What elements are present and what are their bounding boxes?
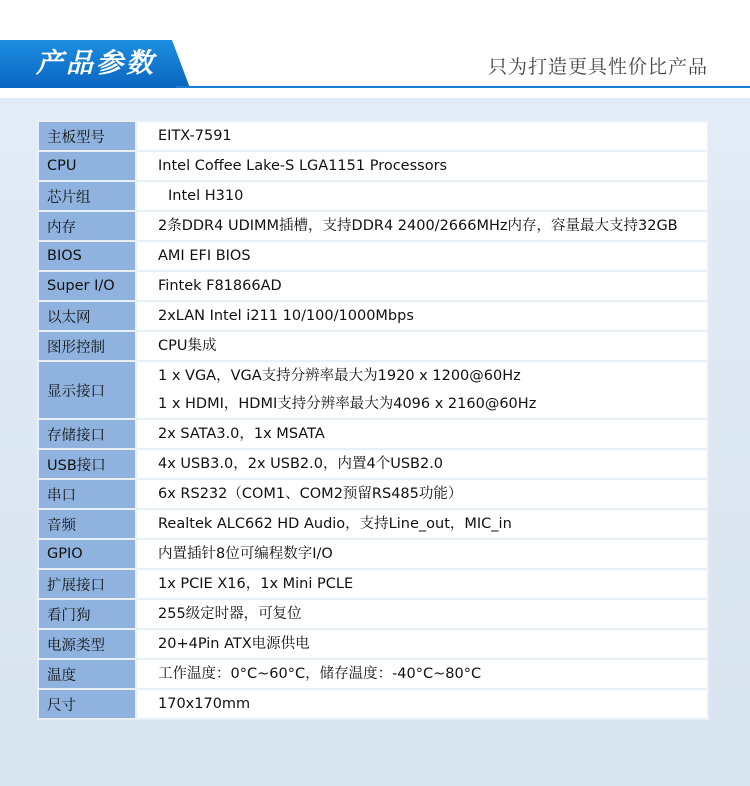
spec-row-display — [38, 361, 708, 419]
spec-value-text: Fintek F81866AD — [158, 278, 282, 294]
spec-value-text: EITX-7591 — [158, 128, 232, 144]
spec-row-expansion — [38, 569, 708, 599]
spec-value-text: CPU集成 — [158, 338, 217, 354]
spec-label: 存储接口 — [38, 419, 136, 449]
spec-row-watchdog — [38, 599, 708, 629]
spec-row-serial — [38, 479, 708, 509]
spec-value-text: 2xLAN Intel i211 10/100/1000Mbps — [158, 308, 414, 324]
spec-label: 扩展接口 — [38, 569, 136, 599]
spec-value-text: 20+4Pin ATX电源供电 — [158, 636, 310, 652]
spec-row-usb — [38, 449, 708, 479]
spec-value — [136, 509, 708, 539]
spec-value-text: 内置插针8位可编程数字I/O — [158, 546, 333, 562]
spec-value — [136, 301, 708, 331]
spec-value-text: Intel Coffee Lake-S LGA1151 Processors — [158, 158, 448, 174]
spec-label: GPIO — [38, 539, 136, 569]
spec-label: CPU — [38, 151, 136, 181]
spec-label: 内存 — [38, 211, 136, 241]
spec-value-text: Realtek ALC662 HD Audio，支持Line_out，MIC_in — [158, 516, 512, 532]
spec-value-text: 1 x HDMI，HDMI支持分辨率最大为4096 x 2160@60Hz — [158, 396, 537, 412]
spec-row-chipset — [38, 181, 708, 211]
spec-row-power — [38, 629, 708, 659]
spec-row-gpio — [38, 539, 708, 569]
spec-value — [136, 271, 708, 301]
spec-value-text: 工作温度：0°C~60°C，储存温度：-40°C~80°C — [158, 666, 482, 682]
spec-value-text: 4x USB3.0，2x USB2.0，内置4个USB2.0 — [158, 456, 444, 472]
section-title: 产品参数 — [36, 48, 156, 79]
spec-row-board-model — [38, 121, 708, 151]
spec-value-text: 255级定时器，可复位 — [158, 606, 302, 622]
spec-label: 图形控制 — [38, 331, 136, 361]
spec-label: 电源类型 — [38, 629, 136, 659]
spec-value-text: 6x RS232（COM1、COM2预留RS485功能） — [158, 486, 463, 502]
spec-row-bios — [38, 241, 708, 271]
spec-value-text: Intel H310 — [168, 188, 244, 204]
spec-label: Super I/O — [38, 271, 136, 301]
spec-value-text: 2x SATA3.0，1x MSATA — [158, 426, 325, 442]
spec-table — [37, 120, 709, 720]
spec-value-text: 1 x VGA，VGA支持分辨率最大为1920 x 1200@60Hz — [158, 368, 521, 384]
spec-label: 看门狗 — [38, 599, 136, 629]
spec-label: 以太网 — [38, 301, 136, 331]
section-header — [0, 0, 750, 110]
spec-value — [136, 181, 708, 211]
spec-value — [136, 599, 708, 629]
header-divider — [176, 86, 750, 88]
spec-row-audio — [38, 509, 708, 539]
spec-label: 尺寸 — [38, 689, 136, 719]
spec-value — [136, 331, 708, 361]
spec-row-size — [38, 689, 708, 719]
spec-value-text: AMI EFI BIOS — [158, 248, 251, 264]
spec-row-storage — [38, 419, 708, 449]
spec-row-ethernet — [38, 301, 708, 331]
spec-label: BIOS — [38, 241, 136, 271]
spec-value — [136, 629, 708, 659]
spec-value — [136, 569, 708, 599]
spec-value-text: 170x170mm — [158, 696, 251, 712]
spec-label: 芯片组 — [38, 181, 136, 211]
spec-row-graphics — [38, 331, 708, 361]
spec-value — [136, 659, 708, 689]
spec-row-memory — [38, 211, 708, 241]
slogan: 只为打造更具性价比产品 — [487, 56, 708, 78]
spec-value-text: 1x PCIE X16，1x Mini PCLE — [158, 576, 354, 592]
spec-row-cpu — [38, 151, 708, 181]
spec-value — [136, 449, 708, 479]
spec-value — [136, 689, 708, 719]
spec-value — [136, 151, 708, 181]
spec-value — [136, 241, 708, 271]
spec-label: USB接口 — [38, 449, 136, 479]
spec-value — [136, 419, 708, 449]
spec-value-text: 2条DDR4 UDIMM插槽，支持DDR4 2400/2666MHz内存，容量最大支持32GB — [158, 218, 678, 234]
spec-row-temperature — [38, 659, 708, 689]
spec-value — [136, 539, 708, 569]
spec-label: 温度 — [38, 659, 136, 689]
spec-label: 音频 — [38, 509, 136, 539]
spec-value — [136, 211, 708, 241]
spec-row-super-io — [38, 271, 708, 301]
spec-value — [136, 121, 708, 151]
spec-value — [136, 479, 708, 509]
spec-label: 主板型号 — [38, 121, 136, 151]
spec-label: 显示接口 — [38, 361, 136, 419]
spec-value — [136, 361, 708, 419]
spec-label: 串口 — [38, 479, 136, 509]
